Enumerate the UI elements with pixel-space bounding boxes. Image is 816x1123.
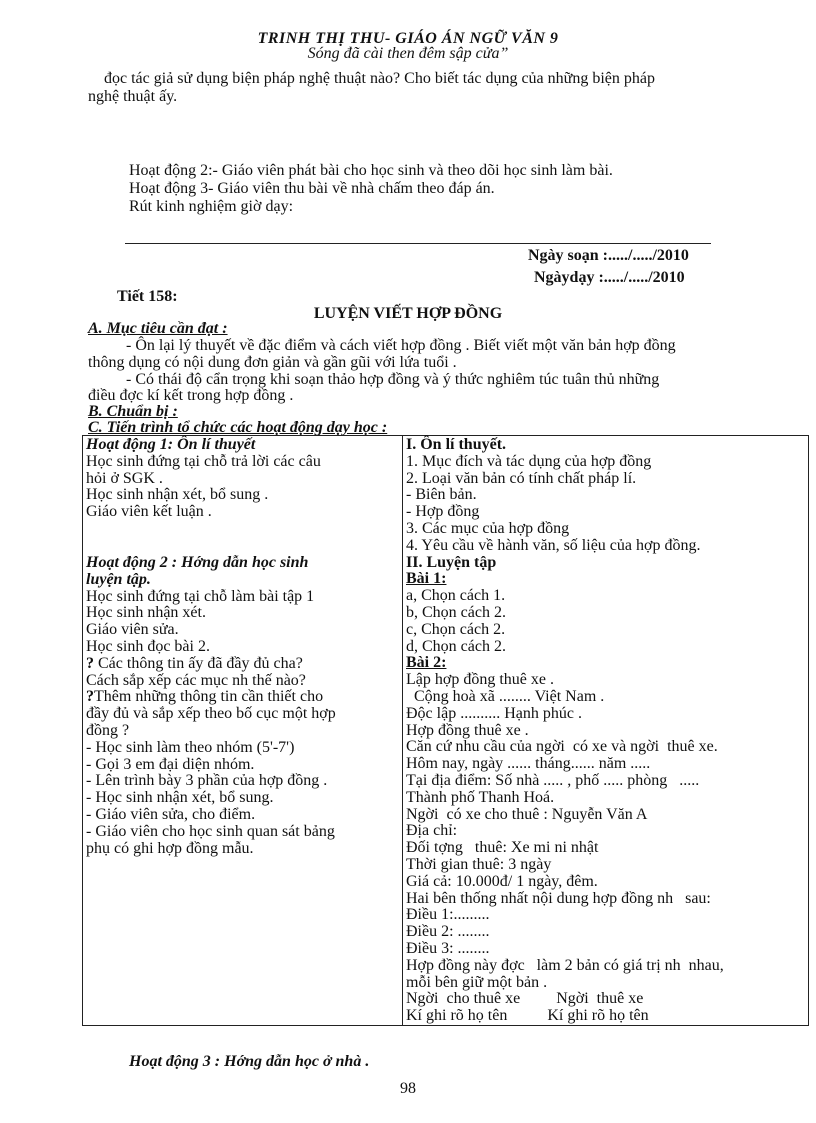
activity1-line: Học sinh nhận xét, bổ sung .: [86, 486, 269, 504]
contract-line: Điều 1:.........: [406, 906, 490, 924]
intro-activity2: Hoạt động 2:- Giáo viên phát bài cho học sinh và theo dõi học sinh làm bài.: [129, 162, 613, 179]
section1-line: - Hợp đồng: [406, 503, 480, 521]
prep-heading-text: B. Chuẩn bị :: [88, 403, 178, 420]
intro-activity3: Hoạt động 3- Giáo viên thu bài về nhà chấm theo đáp án.: [129, 180, 495, 197]
intro-experience: Rút kinh nghiệm giờ dạy:: [129, 198, 294, 215]
contract-line: Căn cứ nhu cầu của ngời có xe và ngời thuê xe.: [406, 738, 718, 756]
section1-line: 4. Yêu cầu về hành văn, số liệu của hợp đồng.: [406, 536, 701, 554]
section1-heading: I. Ôn lí thuyết.: [406, 436, 507, 453]
activity2-heading-cont: luyện tập.: [86, 570, 151, 588]
contract-line: Độc lập .......... Hạnh phúc .: [406, 704, 582, 722]
activity2-line: Học sinh nhận xét.: [86, 604, 206, 622]
question1: [86, 656, 400, 673]
question2-text: Thêm những thông tin cần thiết cho: [94, 688, 324, 706]
lesson-content-column: [403, 436, 809, 1026]
teacher-student-activities-column: [83, 436, 403, 1026]
contract-line: Đối tợng thuê: Xe mi ni nhật: [406, 839, 599, 857]
intro-question-line2: nghệ thuật ấy.: [88, 88, 178, 105]
goal1-line2: thông dụng có nội dung đơn giản và gần gũi với lứa tuổi .: [88, 354, 457, 371]
contract-line: Tại địa điểm: Số nhà ..... , phố ..... phòng .....: [406, 771, 700, 789]
activity2-heading: Hoạt động 2 : Hớng dẫn học sinh: [86, 553, 309, 571]
lesson-number: Tiết 158:: [117, 288, 178, 305]
activity2-line: Học sinh đứng tại chỗ làm bài tập 1: [86, 587, 315, 605]
task-line: phụ có ghi hợp đồng mẫu.: [86, 839, 254, 857]
intro-question-line1: đọc tác giả sử dụng biện pháp nghệ thuật nào? Cho biết tác dụng của những biện pháp: [104, 70, 655, 87]
page-number: 98: [400, 1080, 416, 1097]
contract-line: Điều 2: ........: [406, 923, 490, 941]
contract-line: Cộng hoà xã ........ Việt Nam .: [406, 687, 605, 705]
goal2-line1: - Có thái độ cẩn trọng khi soạn thảo hợp đồng và ý thức nghiêm túc tuân thủ những: [126, 371, 660, 388]
section1-line: 3. Các mục của hợp đồng: [406, 519, 570, 537]
contract-line: Điều 3: ........: [406, 939, 490, 957]
page-header-subtitle: Sóng đã cài then đêm sập cửa”: [307, 45, 509, 62]
process-heading: [88, 419, 387, 436]
task-line: - Lên trình bày 3 phần của hợp đồng .: [86, 772, 328, 790]
exercise1-line: a, Chọn cách 1.: [406, 587, 506, 605]
contract-line: Hợp đồng thuê xe .: [406, 721, 529, 739]
question2: [86, 689, 400, 706]
activity1-line: hỏi ở SGK .: [86, 469, 163, 487]
question1-text: Các thông tin ấy đã đầy đủ cha?: [94, 654, 303, 672]
task-line: - Gọi 3 em đại diện nhóm.: [86, 755, 255, 773]
contract-line: Hợp đồng này đợc làm 2 bản có giá trị nh nhau,: [406, 956, 724, 974]
lesson-title: LUYỆN VIẾT HỢP ĐỒNG: [313, 305, 503, 322]
question-mark: ?: [86, 654, 94, 672]
process-heading-text: C. Tiến trình tổ chức các hoạt động dạy học :: [88, 419, 388, 436]
contract-signature-line: Ngời cho thuê xe Ngời thuê xe: [406, 990, 644, 1008]
contract-line: Ngời có xe cho thuê : Nguyễn Văn A: [406, 805, 648, 823]
date-taught: Ngàydạy :...../...../2010: [534, 269, 685, 286]
activity1-line: Học sinh đứng tại chỗ trả lời các câu: [86, 452, 321, 470]
contract-line: mỗi bên giữ một bản .: [406, 973, 548, 991]
task-line: - Giáo viên cho học sinh quan sát bảng: [86, 822, 335, 840]
contract-line: Thành phố Thanh Hoá.: [406, 788, 555, 806]
task-line: - Giáo viên sửa, cho điểm.: [86, 805, 256, 823]
question1-cont: Cách sắp xếp các mục nh thế nào?: [86, 671, 306, 689]
exercise1-heading: Bài 1:: [406, 570, 447, 588]
page-header-title: TRINH THỊ THU- GIÁO ÁN NGỮ VĂN 9: [257, 30, 559, 47]
lesson-plan-table: [82, 435, 809, 1026]
homework-activity: Hoạt động 3 : Hớng dẫn học ở nhà .: [129, 1053, 370, 1070]
section2-heading: II. Luyện tập: [406, 553, 497, 571]
contract-line: Địa chỉ:: [406, 822, 458, 840]
task-line: - Học sinh làm theo nhóm (5'-7'): [86, 738, 295, 756]
question-mark: ?: [86, 688, 94, 706]
exercise1-line: c, Chọn cách 2.: [406, 620, 506, 638]
contract-line: Lập hợp đồng thuê xe .: [406, 671, 554, 689]
goal1-line1: - Ôn lại lý thuyết về đặc điểm và cách viết hợp đồng . Biết viết một văn bản hợp đồng: [126, 337, 676, 354]
contract-line: Hôm nay, ngày ...... tháng...... năm .....: [406, 755, 651, 773]
divider-line: [125, 243, 711, 244]
contract-signature-line: Kí ghi rõ họ tên Kí ghi rõ họ tên: [406, 1007, 649, 1025]
goal-heading-text: A. Mục tiêu cần đạt :: [88, 320, 228, 337]
exercise2-heading: Bài 2:: [406, 654, 447, 672]
exercise1-line: b, Chọn cách 2.: [406, 603, 506, 621]
activity1-heading: Hoạt động 1: Ôn lí thuyết: [86, 436, 256, 453]
activity1-line: Giáo viên kết luận .: [86, 503, 212, 521]
question2-cont: đầy đủ và sắp xếp theo bố cục một hợp: [86, 705, 336, 723]
date-prepared: Ngày soạn :...../...../2010: [528, 247, 689, 264]
section1-line: 2. Loại văn bản có tính chất pháp lí.: [406, 469, 637, 487]
task-line: - Học sinh nhận xét, bổ sung.: [86, 789, 274, 807]
question2-cont: đồng ?: [86, 721, 130, 739]
section1-line: 1. Mục đích và tác dụng của hợp đồng: [406, 452, 652, 470]
activity2-line: Giáo viên sửa.: [86, 621, 179, 639]
goal2-line2: điều đợc kí kết trong hợp đồng .: [88, 387, 294, 404]
contract-line: Hai bên thống nhất nội dung hợp đồng nh sau:: [406, 889, 711, 907]
section1-line: - Biên bản.: [406, 486, 477, 504]
exercise1-line: d, Chọn cách 2.: [406, 637, 506, 655]
prep-heading: [88, 403, 178, 420]
contract-line: Thời gian thuê: 3 ngày: [406, 855, 552, 873]
activity2-line: Học sinh đọc bài 2.: [86, 637, 210, 655]
goal-heading: [88, 320, 228, 337]
contract-line: Giá cả: 10.000đ/ 1 ngày, đêm.: [406, 872, 598, 890]
